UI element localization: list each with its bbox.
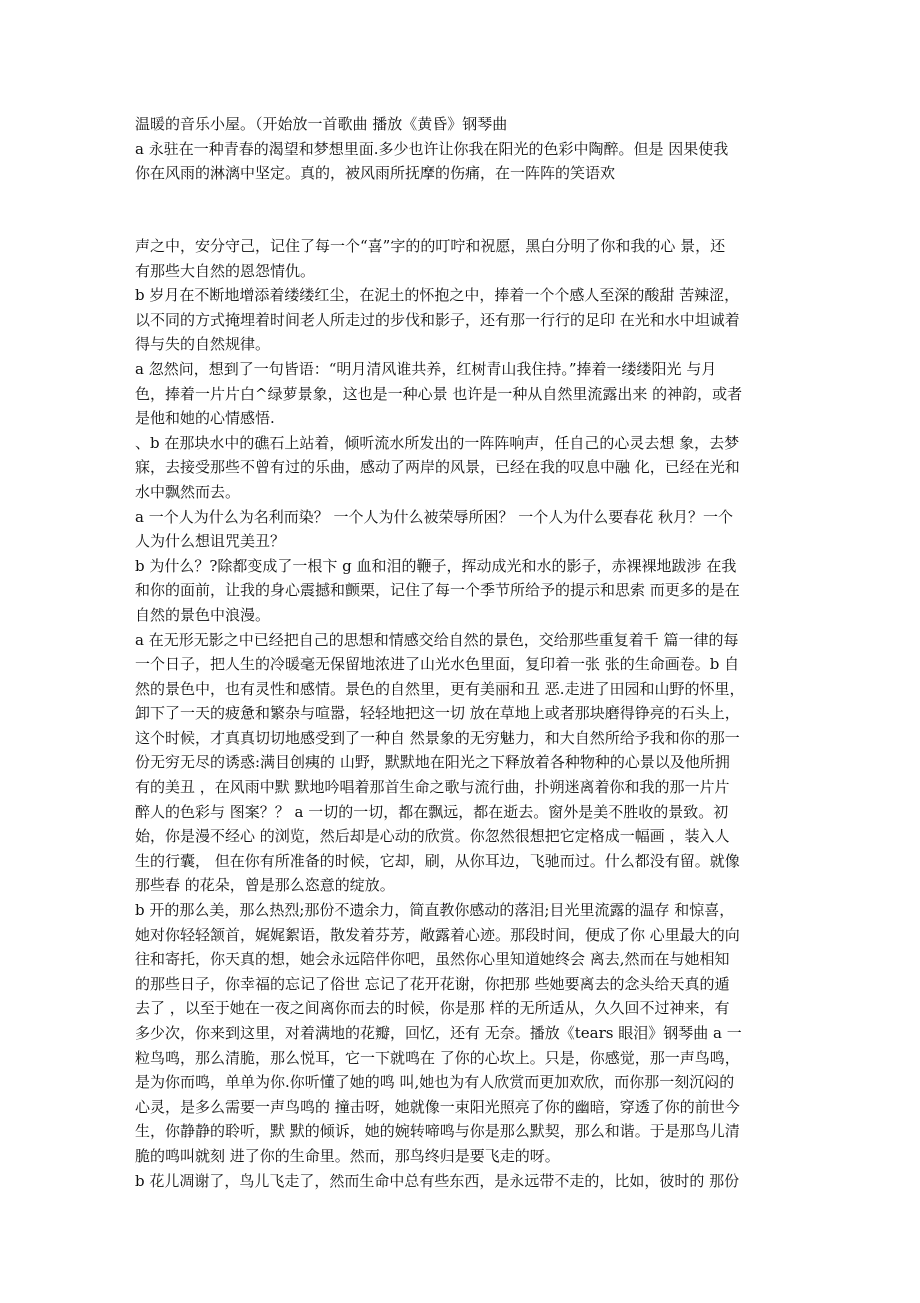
text-line: 往和寄托，你天真的想，她会永远陪伴你吧，虽然你心里知道她终会 离去,然而在与她相知 (135, 950, 730, 969)
text-line: b 花儿凋谢了，鸟儿飞走了，然而生命中总有些东西，是永远带不走的，比如，彼时的 那份 (135, 1171, 740, 1190)
text-line: b 开的那么美，那么热烈;那份不遗余力，简直教你感动的落泪;目光里流露的温存 和惊喜， (135, 901, 735, 920)
text-line: 色，捧着一片片白^绿萝景象，这也是一种心景 也许是一种从自然里流露出来 的神韵，或者 (135, 384, 743, 403)
text-line: 有那些大自然的恩怨情仇。 (135, 261, 316, 280)
text-line: 生，你静静的聆听，默 默的倾诉，她的婉转啼鸣与你是那么默契，那么和谐。于是那鸟儿清 (135, 1122, 740, 1141)
text-line: a 忽然问，想到了一句皆语：“明月清风谁共养，红树青山我住持。”捧着一缕缕阳光 与月 (135, 359, 717, 378)
text-block-top (135, 112, 790, 186)
text-line: 这个时候，才真真切切地感受到了一种自 然景象的无穷魅力，和大自然所给予我和你的那一 (135, 728, 740, 747)
text-line: 心灵，是多么需要一声鸟鸣的 撞击呀，她就像一束阳光照亮了你的幽暗，穿透了你的前世今 (135, 1097, 740, 1116)
text-line: a 在无形无影之中已经把自己的思想和情感交给自然的景色，交给那些重复着千 篇一律的每 (135, 630, 739, 649)
text-line: 得与失的自然规律。 (135, 335, 271, 354)
text-line: b 为什么？?除都变成了一根卞 g 血和泪的鞭子，挥动成光和水的影子，赤裸裸地跋涉 在我 (135, 556, 737, 575)
text-line: 人为什么想诅咒美丑？ (135, 532, 286, 551)
text-line: a 一个人为什么为名利而染？ 一个人为什么被荣辱所困？ 一个人为什么要春花 秋月？一个 (135, 507, 734, 526)
text-line: 醉人的色彩与 图案？？ a 一切的一切，都在飘远，都在逝去。窗外是美不胜收的景致。初 (135, 802, 729, 821)
text-line: 和你的面前，让我的身心震撼和颤栗，记住了每一个季节所给予的提示和思索 而更多的是在 (135, 581, 740, 600)
text-line: 寐，去接受那些不曾有过的乐曲，感动了两岸的风景，已经在我的叹息中融 化，已经在光和 (135, 458, 740, 477)
text-line: 生的行囊， 但在你有所准备的时候，它却，刷，从你耳边，飞驰而过。什么都没有留。就像 (135, 851, 740, 870)
text-block-main (135, 234, 790, 1193)
text-line: 去了 ，以至于她在一夜之间离你而去的时候，你是那 样的无所适从，久久回不过神来，有 (135, 999, 730, 1018)
text-line: a 永驻在一种青春的渴望和梦想里面.多少也许让你我在阳光的色彩中陶醉。但是 因果使我 (135, 139, 729, 158)
text-line: 她对你轻轻颔首，娓娓絮语，散发着芬芳，敞露着心迹。那段时间，便成了你 心里最大的向 (135, 925, 740, 944)
text-line: 是为你而鸣，单单为你.你听懂了她的鸣 叫,她也为有人欣赏而更加欢欣，而你那一刻沉闷的 (135, 1073, 735, 1092)
text-line: 卸下了一天的疲惫和繁杂与喧嚣，轻轻地把这一切 放在草地上或者那块磨得铮亮的石头上， (135, 704, 740, 723)
text-line: 、b 在那块水中的礁石上站着，倾听流水所发出的一阵阵响声，任自己的心灵去想 象，去梦 (135, 433, 740, 452)
text-line: 的那些日子，你幸福的忘记了俗世 忘记了花开花谢，你把那 些她要离去的念头给天真的遁 (135, 974, 730, 993)
text-line: 水中飘然而去。 (135, 482, 241, 501)
text-line: 多少次，你来到这里，对着满地的花瓣，回忆，还有 无奈。播放《tears 眼泪》钢琴曲 a 一 (135, 1024, 742, 1042)
text-line: 脆的鸣叫就刻 进了你的生命里。然而，那鸟终归是要飞走的呀。 (135, 1146, 560, 1165)
text-line: 声之中，安分守己，记住了每一个“喜”字的的叮咛和祝愿，黑白分明了你和我的心 景，还 (135, 237, 726, 255)
text-line: 然的景色中，也有灵性和感情。景色的自然里，更有美丽和丑 恶.走进了田园和山野的怀里， (135, 679, 745, 698)
text-line: 以不同的方式掩埋着时间老人所走过的步伐和影子，还有那一行行的足印 在光和水中坦诚着 (135, 310, 740, 329)
text-line: 那些春 的花朵，曾是那么恣意的绽放。 (135, 876, 395, 895)
text-line: 有的美丑 ，在风雨中默 默地吟唱着那首生命之歌与流行曲，扑朔迷离着你和我的那一片片 (135, 778, 730, 797)
text-line: 是他和她的心情感悟. (135, 409, 275, 428)
text-line: b 岁月在不断地增添着缕缕红尘，在泥土的怀抱之中，捧着一个个感人至深的酸甜 苦辣涩， (135, 286, 740, 305)
text-line: 你在风雨的淋漓中坚定。真的，被风雨所抚摩的伤痛，在一阵阵的笑语欢 (135, 164, 616, 183)
text-line: 始，你是漫不经心 的浏览，然后却是心动的欣赏。你忽然很想把它定格成一幅画 ，装入人 (135, 827, 730, 846)
text-line: 自然的景色中浪漫。 (135, 605, 271, 624)
text-line: 温暖的音乐小屋。（开始放一首歌曲 播放《黄昏》钢琴曲 (135, 115, 508, 133)
text-line: 一个日子，把人生的冷暖毫无保留地浓进了山光水色里面，复印着一张 张的生命画卷。b 自 (135, 655, 740, 674)
text-line: 份无穷无尽的诱惑:满目创痍的 山野，默默地在阳光之下释放着各种物种的心景以及他所拥 (135, 753, 730, 772)
text-line: 粒鸟鸣，那么清脆，那么悦耳，它一下就鸣在 了你的心坎上。只是，你感觉，那一声鸟鸣， (135, 1048, 740, 1067)
